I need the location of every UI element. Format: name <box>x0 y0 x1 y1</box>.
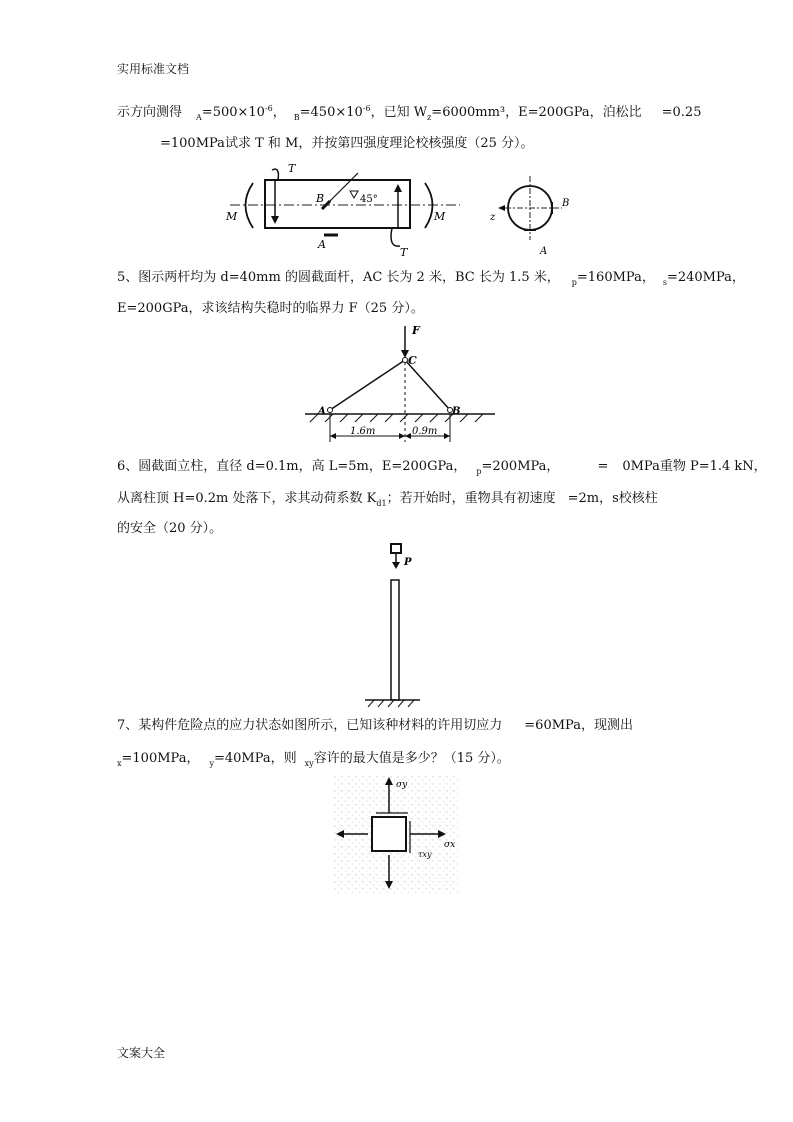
text-fragment: 7、某构件危险点的应力状态如图所示，已知该种材料的许用切应力 <box>117 718 503 733</box>
superscript: -6 <box>362 104 371 113</box>
text-fragment: 重物 P=1.4 kN， <box>659 459 767 474</box>
problem7-line2 <box>117 750 510 769</box>
problem4-figure <box>220 158 580 258</box>
fig-label-T-top: T <box>288 162 296 175</box>
subscript: p <box>476 467 482 476</box>
text-fragment: 5、图示两杆均为 d=40mm 的圆截面杆，AC 长为 2 米，BC 长为 1.5 米， <box>117 270 560 285</box>
text-fragment: ，s <box>599 491 619 506</box>
text-fragment: = <box>597 459 609 474</box>
text-fragment: 容许的最大值是多少？（15 分）。 <box>313 751 510 766</box>
problem5-line2: E=200GPa，求该结构失稳时的临界力 F（25 分）。 <box>117 301 424 316</box>
text-fragment: 6、圆截面立柱，直径 d=0.1m，高 L=5m，E=200GPa， <box>117 459 467 474</box>
fig-label-P: P <box>404 557 412 568</box>
problem7-figure <box>334 775 458 893</box>
fig-label-sigma-y: σy <box>396 780 408 790</box>
text-fragment: 示方向测得 <box>117 105 183 120</box>
fig-label-B: B <box>452 406 461 417</box>
text-fragment: 试求 T 和 M，并按第四强度理论校核强度（25 分）。 <box>224 136 534 151</box>
subscript: x <box>117 759 122 768</box>
text-fragment: =500×10 <box>201 105 265 120</box>
fig-dim-1: 1.6m <box>350 426 376 437</box>
subscript: A <box>196 113 202 122</box>
fig-dim-2: 0.9m <box>412 426 438 437</box>
subscript: z <box>427 113 432 122</box>
problem6-line3: 的安全（20 分）。 <box>117 521 223 536</box>
fig-label-C: C <box>408 354 417 367</box>
text-fragment: =0.25 <box>661 105 702 120</box>
text-fragment: ，已知 W <box>370 105 428 120</box>
page-header: 实用标准文档 <box>117 62 190 76</box>
text-fragment: 校核柱 <box>618 491 658 506</box>
text-fragment: 从离柱顶 H=0.2m 处落下，求其动荷系数 K <box>117 491 377 506</box>
problem5-line1 <box>117 269 745 288</box>
fig-label-A: A <box>318 406 326 417</box>
problem7-line1 <box>117 717 633 735</box>
problem5-figure <box>300 322 500 448</box>
fig-label-B: B <box>316 192 325 205</box>
text-fragment: =2m <box>567 491 600 506</box>
problem6-line2 <box>117 490 658 509</box>
text-fragment: =40MPa，则 <box>213 751 297 766</box>
text-fragment: =60MPa，现测出 <box>524 718 633 733</box>
fig-label-A-right: A <box>540 246 548 257</box>
superscript: -6 <box>264 104 273 113</box>
problem4-line1 <box>117 104 701 123</box>
subscript: B <box>293 113 300 122</box>
subscript: xy <box>304 759 314 768</box>
text-fragment: =240MPa， <box>666 270 745 285</box>
text-fragment: =100MPa <box>160 136 225 151</box>
text-fragment: 0MPa <box>622 459 660 474</box>
subscript: d1 <box>376 499 387 508</box>
fig-label-tau-xy: τxy <box>418 850 432 859</box>
fig-label-angle: 45° <box>360 194 378 205</box>
page-footer: 文案大全 <box>117 1046 166 1060</box>
subscript: s <box>662 278 667 287</box>
subscript: p <box>571 278 577 287</box>
fig-label-F: F <box>412 324 420 337</box>
fig-label-sigma-x: σx <box>444 840 456 850</box>
fig-label-B-right: B <box>562 198 570 209</box>
text-fragment: =160MPa， <box>576 270 655 285</box>
fig-label-M-right: M <box>434 210 446 223</box>
text-fragment: ；若开始时，重物具有初速度 <box>386 491 556 506</box>
fig-label-z: z <box>490 212 496 223</box>
text-fragment: ， <box>272 105 286 120</box>
problem6-line1 <box>117 458 767 477</box>
fig-label-A: A <box>318 238 326 251</box>
text-fragment: =6000mm³，E=200GPa，泊松比 <box>431 105 642 120</box>
fig-label-T-bottom: T <box>400 246 408 258</box>
text-fragment: =100MPa， <box>121 751 200 766</box>
subscript: y <box>209 759 214 768</box>
text-fragment: =200MPa， <box>481 459 560 474</box>
problem4-line2 <box>160 135 534 153</box>
problem6-figure <box>360 540 430 708</box>
text-fragment: =450×10 <box>299 105 363 120</box>
fig-label-M-left: M <box>226 210 238 223</box>
